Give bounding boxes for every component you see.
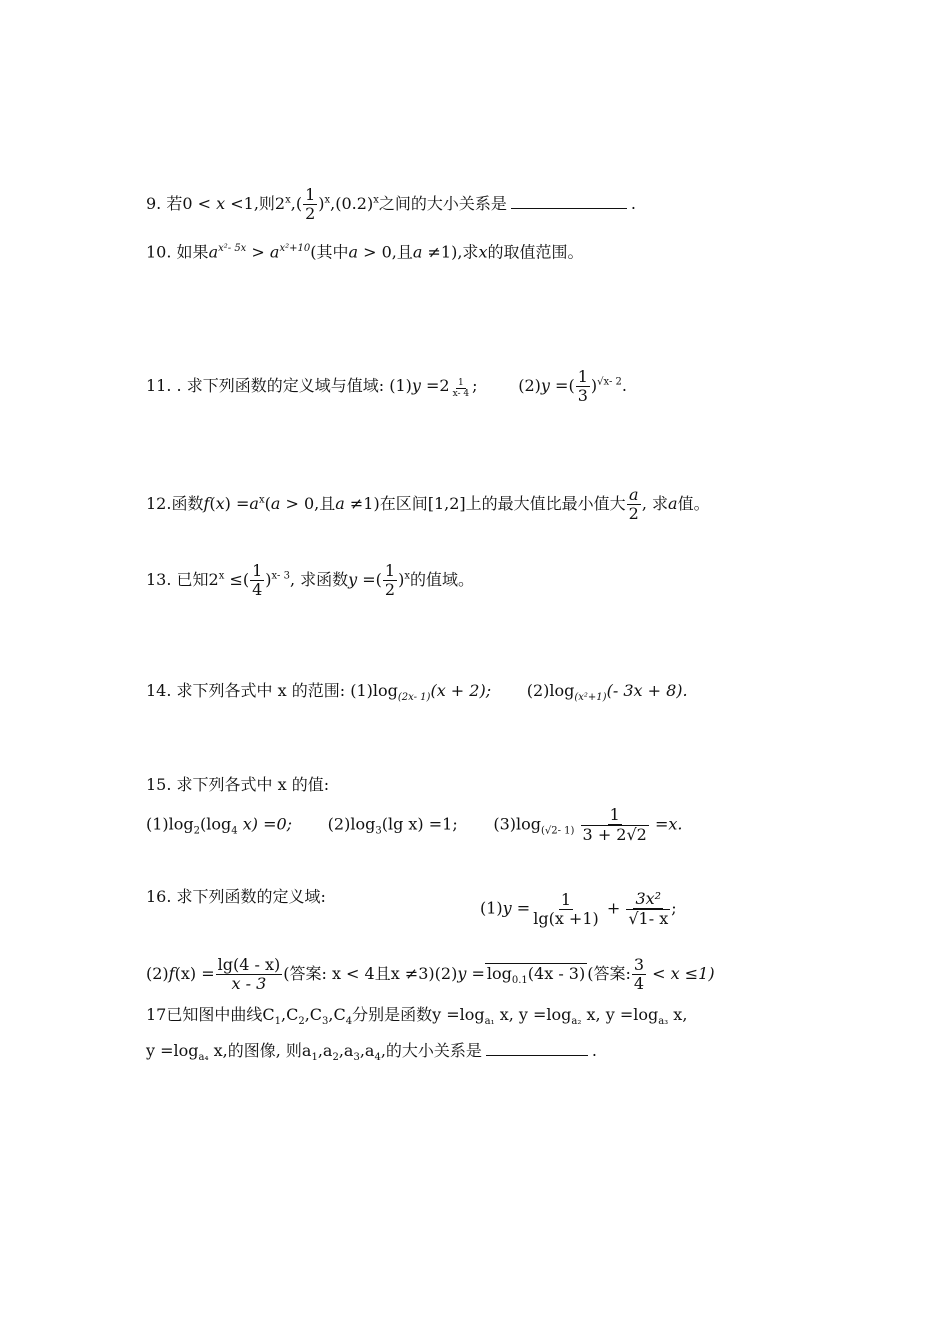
text: 若0 <: [166, 194, 217, 213]
var-a: a: [335, 494, 345, 513]
part-label: (2): [518, 376, 541, 395]
period: .: [630, 194, 636, 213]
subscript: 2: [298, 1016, 305, 1028]
exponent: x²+10: [279, 243, 311, 254]
part-label: (1): [389, 376, 412, 395]
denominator: √1- x: [628, 909, 669, 928]
text: 值。: [677, 494, 710, 513]
text: x, y =log: [494, 1005, 572, 1024]
subscript: 4: [345, 1016, 353, 1028]
problem-15-equations: [146, 806, 682, 844]
numerator: lg(4 - x): [217, 955, 281, 974]
exponent: x: [285, 194, 291, 206]
part-label: (2): [146, 964, 169, 983]
text: ≠1),求: [422, 242, 479, 262]
text: ,C: [328, 1005, 346, 1024]
text: ,C: [304, 1005, 323, 1024]
text: , 求函数: [289, 570, 349, 589]
answer-blank[interactable]: [511, 207, 627, 209]
answer-text: (答案:: [587, 964, 631, 983]
numerator: 3x²: [635, 889, 662, 908]
subscript: 1: [311, 1052, 318, 1064]
text: 已知图中曲线C: [166, 1005, 275, 1024]
problem-17-line1: [146, 1004, 687, 1033]
numerator: 1: [384, 561, 396, 580]
subscript: 1: [274, 1016, 281, 1028]
text: 之间的大小关系是: [378, 194, 507, 213]
numerator: 1: [458, 377, 464, 388]
text: y =log: [146, 1041, 199, 1060]
subscript: 3: [353, 1052, 360, 1064]
log-base: 2: [193, 825, 201, 837]
text: =2: [420, 376, 450, 395]
denominator: 3: [577, 386, 588, 405]
var-a: a: [348, 242, 359, 262]
exponent: x: [324, 194, 331, 206]
log-argument: (4x - 3): [527, 964, 586, 983]
log-argument: (- 3x + 8).: [606, 681, 688, 700]
subscript: 3: [322, 1016, 329, 1028]
text: 求下列函数的定义域:: [176, 887, 326, 906]
text: ,a: [317, 1041, 333, 1060]
fraction: [303, 186, 317, 223]
denominator: lg(x +1): [533, 908, 599, 928]
text: =(: [549, 376, 575, 395]
period: .: [621, 376, 627, 395]
denominator: 2: [305, 204, 316, 223]
text: =x.: [649, 814, 683, 834]
fraction: [626, 890, 670, 928]
subscript: 4: [374, 1052, 381, 1064]
exponent: x: [218, 570, 225, 582]
problem-16-part1: [480, 890, 677, 928]
fraction: [581, 806, 649, 844]
var-y: y: [502, 898, 512, 918]
text: ≤(: [224, 570, 250, 589]
log-base: 3: [375, 825, 382, 837]
exponent: x: [258, 494, 265, 506]
numerator: a: [628, 485, 639, 504]
text: , 求: [641, 494, 669, 513]
text: ) =: [224, 494, 250, 513]
problem-16-header: [146, 886, 326, 908]
text: > 0,且: [358, 242, 413, 262]
log-argument: (x + 2);: [430, 681, 492, 700]
problem-13: [146, 562, 474, 599]
text: log: [486, 964, 512, 983]
var-a: a: [208, 242, 219, 262]
denominator: x - 3: [231, 974, 267, 993]
numerator: 1: [305, 185, 316, 204]
text: ≠1)在区间[1,2]上的最大值比最小值大: [344, 494, 626, 513]
text: ,(0.2): [330, 194, 374, 213]
exponent: x- 3: [271, 570, 290, 582]
text: ): [398, 570, 405, 589]
text: =: [511, 898, 531, 918]
fraction: [627, 486, 641, 523]
log-base: 4: [231, 825, 238, 837]
text: 已知2: [176, 570, 219, 589]
text: ): [265, 570, 272, 589]
text: 分别是函数y =log: [352, 1005, 485, 1024]
comma: ,: [290, 194, 296, 213]
text: +: [601, 898, 626, 918]
text: x,的图像, 则a: [208, 1041, 312, 1060]
problem-9: 9. 若0 < x <1,则2$^x$,( $\frac{1}{2}$ )$^x,(0.2)^x$之间的大小关系是 .: [146, 185, 636, 223]
var-x: x: [216, 194, 226, 213]
var-y: y: [348, 570, 358, 589]
text: ,a: [338, 1041, 354, 1060]
var-a: a: [270, 494, 281, 513]
log-base: (2x- 1): [397, 692, 431, 704]
text: > 0,且: [280, 494, 336, 513]
fraction: [383, 562, 397, 599]
part-label: (1): [480, 898, 503, 918]
part-label: (2)log: [327, 814, 376, 834]
problem-number: 14.: [146, 681, 172, 700]
log-base: a₄: [198, 1052, 209, 1064]
exponent: √x- 2: [597, 376, 622, 388]
text: x) =0;: [237, 814, 293, 834]
denominator: 4: [633, 974, 645, 993]
fraction: [250, 562, 264, 599]
denominator: 2: [384, 580, 396, 599]
part-label: (1)log: [350, 681, 398, 700]
var-y: y: [457, 964, 467, 983]
denominator: 4: [252, 580, 263, 599]
problem-number: 13.: [146, 570, 172, 589]
problem-10: [146, 238, 583, 263]
text: 求下列各式中 x 的值:: [176, 775, 330, 794]
log-base: 0.1: [511, 975, 528, 987]
period: .: [591, 1041, 597, 1060]
exponent: x: [373, 194, 379, 206]
problem-14: [146, 680, 688, 709]
problem-number: 16.: [146, 887, 172, 906]
problem-number: 11. .: [146, 376, 182, 395]
answer-text: (答案: x < 4且x ≠3)(2): [283, 964, 458, 983]
problem-16-part2: [146, 956, 715, 993]
text: 求下列函数的定义域与值域:: [186, 376, 385, 395]
problem-17-line2: [146, 1040, 597, 1069]
text: (lg x) =1;: [381, 814, 458, 834]
text: (其中: [310, 242, 349, 262]
text: ,a: [359, 1041, 375, 1060]
problem-11: [146, 368, 627, 405]
var-y: y: [411, 376, 421, 395]
problem-number: 15.: [146, 775, 172, 794]
text: (x) =: [174, 964, 215, 983]
exponent: x: [404, 570, 410, 582]
denominator: 2: [628, 504, 639, 523]
var-a: a: [249, 494, 259, 513]
text: ,C: [280, 1005, 299, 1024]
text: ): [590, 376, 598, 395]
log-base: a₃: [658, 1016, 669, 1028]
var-a: a: [668, 494, 678, 513]
log-base: (x²+1): [574, 692, 607, 704]
var-x: x: [215, 494, 225, 513]
var-y: y: [540, 376, 550, 395]
log-base: a₁: [484, 1016, 495, 1028]
text: < x ≤1): [647, 964, 715, 983]
text: =: [466, 964, 485, 983]
fraction: [216, 956, 283, 993]
problem-12: [146, 486, 710, 523]
semicolon: ;: [472, 376, 478, 395]
text: x, y =log: [581, 1005, 659, 1024]
numerator: 1: [560, 889, 572, 909]
numerator: 1: [609, 805, 620, 824]
log-base: a₂: [571, 1016, 582, 1028]
var-x: x: [478, 242, 488, 262]
text: (log: [200, 814, 232, 834]
numerator: 3: [633, 955, 645, 974]
text: (: [264, 494, 271, 513]
subscript: 2: [332, 1052, 339, 1064]
denominator: 3 + 2√2: [582, 825, 647, 844]
text: (: [209, 494, 216, 513]
text: =(: [357, 570, 382, 589]
part-label: (3)log: [493, 814, 541, 834]
fraction: [576, 368, 590, 405]
var-a: a: [269, 242, 280, 262]
problem-15-header: [146, 774, 329, 796]
fraction: [531, 891, 601, 928]
text: ,的大小关系是: [380, 1041, 482, 1060]
text: 如果: [176, 242, 209, 262]
var-f: f: [203, 494, 210, 513]
text: 的值域。: [409, 570, 474, 589]
var-f: f: [168, 964, 175, 983]
numerator: 1: [252, 561, 263, 580]
problem-number: 17: [146, 1005, 167, 1024]
text: 的取值范围。: [487, 242, 584, 262]
text: <1,则2: [225, 194, 286, 213]
exponent-fraction: [451, 378, 472, 399]
denominator: x- 4: [452, 388, 470, 399]
log-base: (√2- 1): [540, 825, 575, 837]
text: 函数: [171, 494, 204, 513]
answer-blank[interactable]: [486, 1054, 588, 1056]
text: x,: [668, 1005, 688, 1024]
problem-number: 12.: [146, 494, 172, 513]
part-label: (2)log: [526, 681, 575, 700]
exponent: x²- 5x: [218, 243, 247, 254]
numerator: 1: [577, 367, 588, 386]
text: >: [246, 242, 270, 262]
problem-number: 10.: [146, 242, 172, 262]
sqrt-expression: [485, 963, 587, 987]
fraction: [632, 956, 646, 993]
problem-number: 9.: [146, 194, 162, 213]
semicolon: ;: [671, 898, 677, 918]
text: 求下列各式中 x 的范围:: [176, 681, 346, 700]
part-label: (1)log: [146, 814, 194, 834]
var-a: a: [412, 242, 423, 262]
